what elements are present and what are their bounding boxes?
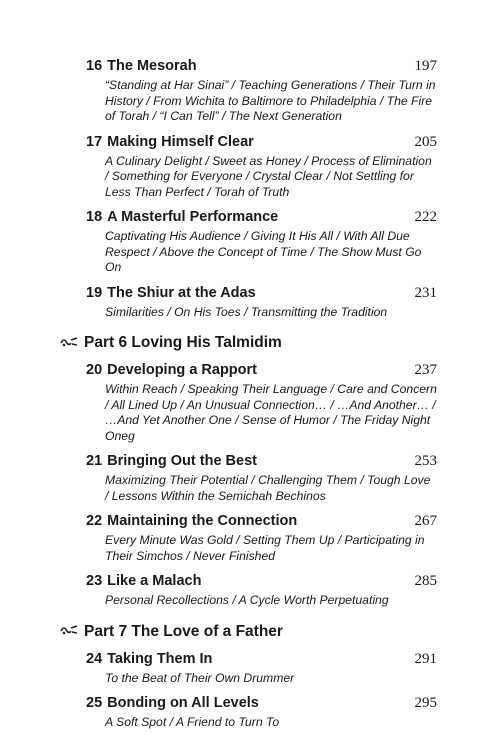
chapter-subtopics: Personal Recollections / A Cycle Worth Perpetuating — [105, 593, 389, 607]
chapter-title-text: The Shiur at the Adas — [107, 284, 256, 301]
chapter-title-text: Bringing Out the Best — [107, 453, 257, 469]
chapter-subtopics: Maximizing Their Potential / Challenging Them / Tough Love / Lessons Within the Semichah Bechinos — [105, 473, 431, 503]
toc-chapter-17 — [86, 134, 437, 201]
chapter-subtopics: “Standing at Har Sinai” / Teaching Generations / Their Turn in History / From Wichita to Baltimore to Philadelphia / The Fire of Torah / “I Can Tell” / The Next Generation — [105, 78, 436, 123]
chapter-number: 18 — [86, 209, 103, 225]
chapter-number: 25 — [86, 695, 103, 711]
chapter-title-text: Like a Malach — [107, 573, 202, 589]
chapter-title — [86, 362, 257, 378]
chapter-number: 22 — [86, 513, 103, 529]
toc-chapter-16 — [86, 58, 437, 125]
chapter-title — [86, 453, 257, 469]
toc-chapter-25 — [86, 695, 437, 731]
chapter-title — [86, 695, 259, 711]
chapter-title — [86, 285, 256, 301]
chapter-number: 23 — [86, 573, 103, 589]
chapter-number: 17 — [86, 133, 103, 150]
toc-chapter-19 — [86, 285, 437, 321]
toc-part-heading — [60, 623, 437, 641]
chapter-title — [86, 513, 297, 529]
chapter-subtopics: A Culinary Delight / Sweet as Honey / Process of Elimination / Something for Everyone / Crystal Clear / Not Settling for Less Than Perfect / Torah of Truth — [105, 153, 432, 199]
toc-chapter-20 — [86, 362, 437, 444]
chapter-number: 19 — [86, 284, 103, 301]
toc-chapter-18 — [86, 209, 437, 276]
chapter-title-text: The Mesorah — [107, 58, 197, 74]
toc-chapter-23 — [86, 573, 437, 609]
chapter-number: 20 — [86, 362, 103, 378]
hebrew-ornament-icon — [60, 624, 80, 639]
hebrew-ornament-icon — [60, 336, 80, 351]
chapter-page-number: 267 — [414, 513, 437, 529]
chapter-title-text: Taking Them In — [107, 650, 213, 667]
toc-chapter-24 — [86, 651, 437, 687]
toc-part-heading — [60, 334, 437, 352]
chapter-title-text: A Masterful Performance — [107, 209, 279, 225]
chapter-title — [86, 651, 212, 667]
chapter-number: 21 — [86, 453, 103, 469]
chapter-subtopics: Similarities / On His Toes / Transmitting the Tradition — [105, 304, 388, 319]
part-title: Part 7 The Love of a Father — [84, 622, 283, 640]
chapter-page-number: 237 — [414, 362, 437, 378]
toc-chapter-21 — [86, 453, 437, 504]
chapter-title-text: Maintaining the Connection — [107, 513, 298, 529]
chapter-title — [86, 134, 254, 150]
chapter-title — [86, 209, 278, 225]
chapter-subtopics: To the Beat of Their Own Drummer — [105, 670, 295, 685]
chapter-page-number: 205 — [414, 133, 437, 150]
chapter-number: 16 — [86, 58, 103, 74]
chapter-page-number: 291 — [414, 650, 437, 667]
part-title: Part 6 Loving His Talmidim — [84, 334, 282, 351]
chapter-title — [86, 58, 197, 74]
chapter-title-text: Making Himself Clear — [107, 133, 254, 150]
chapter-page-number: 231 — [414, 284, 437, 301]
chapter-page-number: 253 — [414, 453, 437, 469]
chapter-page-number: 285 — [414, 573, 437, 589]
chapter-subtopics: A Soft Spot / A Friend to Turn To — [105, 715, 280, 729]
chapter-number: 24 — [86, 650, 103, 667]
chapter-title — [86, 573, 201, 589]
toc-chapter-22 — [86, 513, 437, 564]
chapter-subtopics: Within Reach / Speaking Their Language / Care and Concern / All Lined Up / An Unusual Connection… / …And Another… / …And Yet Another One / Sense of Humor / The Friday Night Oneg — [105, 382, 437, 443]
chapter-title-text: Developing a Rapport — [107, 362, 257, 378]
chapter-page-number: 197 — [414, 58, 437, 74]
chapter-subtopics: Every Minute Was Gold / Setting Them Up / Participating in Their Simchos / Never Finished — [105, 533, 425, 563]
chapter-subtopics: Captivating His Audience / Giving It His All / With All Due Respect / Above the Concept of Time / The Show Must Go On — [105, 229, 422, 274]
chapter-title-text: Bonding on All Levels — [107, 695, 259, 711]
chapter-page-number: 222 — [414, 209, 437, 225]
chapter-page-number: 295 — [414, 695, 437, 711]
